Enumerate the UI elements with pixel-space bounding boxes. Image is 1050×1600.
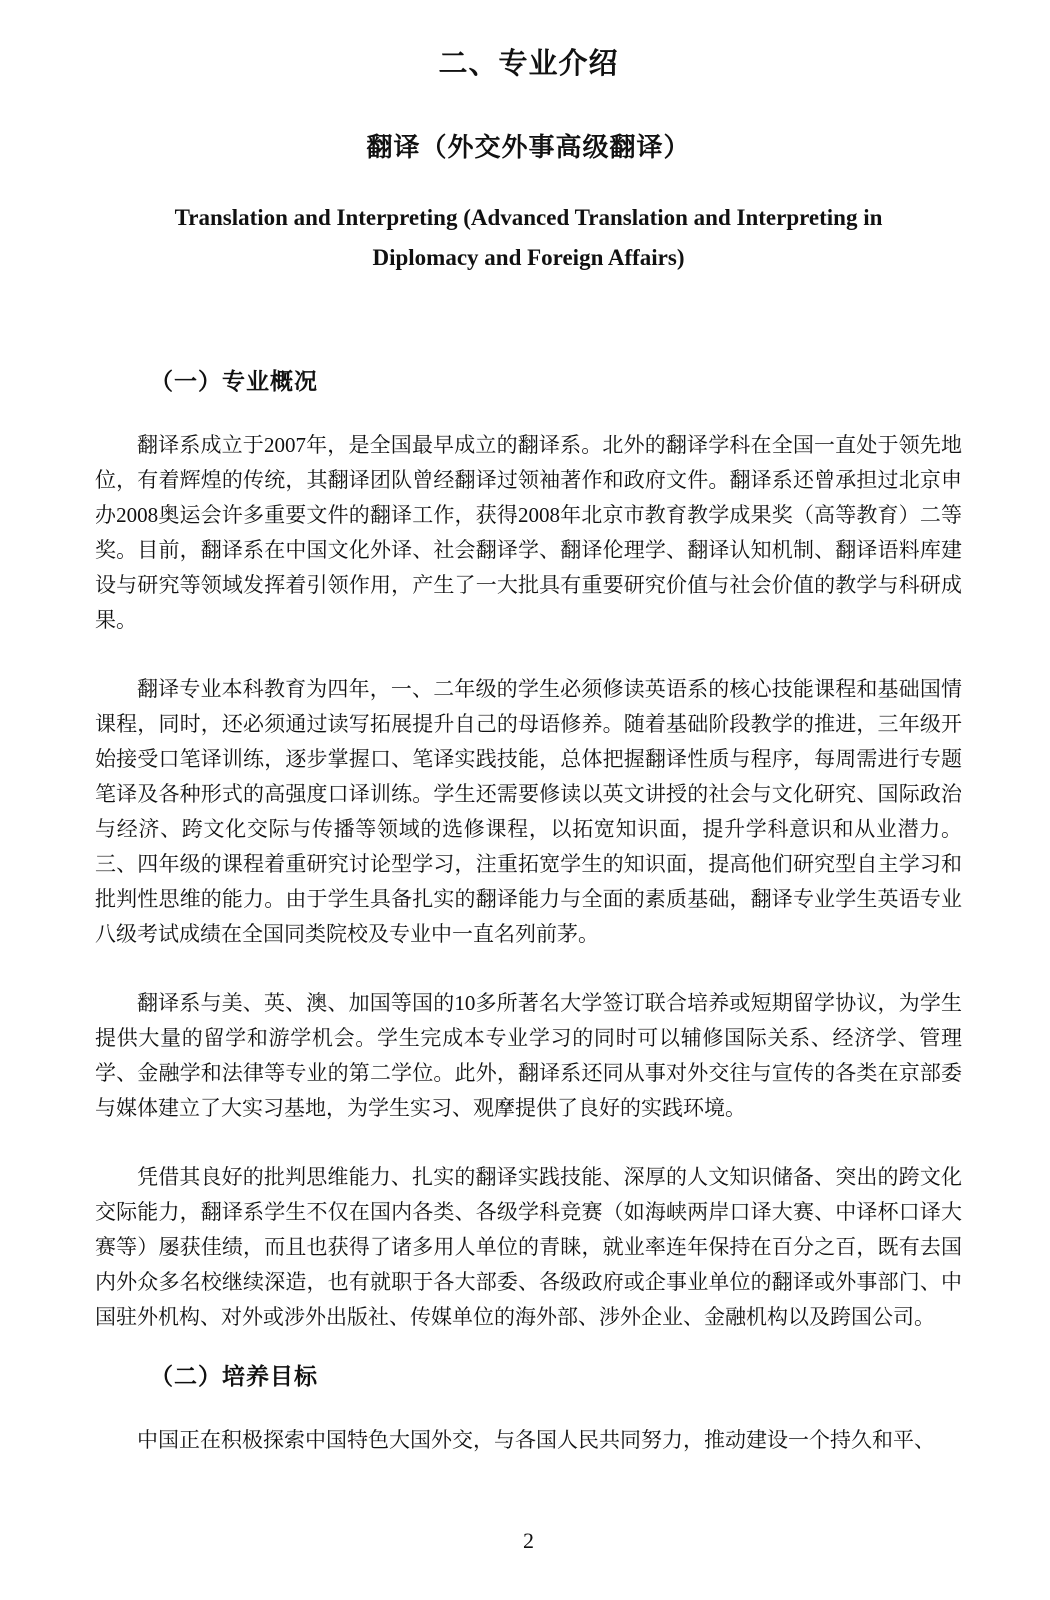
training-objectives-paragraph-1: 中国正在积极探索中国特色大国外交，与各国人民共同努力，推动建设一个持久和平、 — [137, 1428, 935, 1452]
major-title-chinese: 翻译（外交外事高级翻译） — [366, 132, 691, 162]
section-heading-training-objectives: （二）培养目标 — [150, 1363, 318, 1389]
overview-paragraph-3: 翻译系与美、英、澳、加国等国的10多所著名大学签订联合培养或短期留学协议，为学生提供大量的留学和游学机会。学生完成本专业学习的同时可以辅修国际关系、经济学、管理学、金融学和法律等专业的第二学位。此外，翻译系还同从事对外交往与宣传的各类在京部委与媒体建立了大实习基地，为学生实习、观摩提供了良好的实践环境。 — [95, 991, 962, 1120]
page-number: 2 — [523, 1528, 534, 1553]
major-title-english — [95, 198, 962, 278]
section-training-objectives — [95, 1363, 962, 1458]
section-heading-overview: （一）专业概况 — [150, 368, 318, 394]
overview-paragraph-1: 翻译系成立于2007年，是全国最早成立的翻译系。北外的翻译学科在全国一直处于领先地位，有着辉煌的传统，其翻译团队曾经翻译过领袖著作和政府文件。翻译系还曾承担过北京申办2008奥运会许多重要文件的翻译工作，获得2008年北京市教育教学成果奖（高等教育）二等奖。目前，翻译系在中国文化外译、社会翻译学、翻译伦理学、翻译认知机制、翻译语料库建设与研究等领域发挥着引领作用，产生了一大批具有重要研究价值与社会价值的教学与科研成果。 — [95, 433, 962, 632]
overview-paragraph-4: 凭借其良好的批判思维能力、扎实的翻译实践技能、深厚的人文知识储备、突出的跨文化交际能力，翻译系学生不仅在国内各类、各级学科竞赛（如海峡两岸口译大赛、中译杯口译大赛等）屡获佳绩，而且也获得了诸多用人单位的青睐，就业率连年保持在百分之百，既有去国内外众多名校继续深造，也有就职于各大部委、各级政府或企事业单位的翻译或外事部门、中国驻外机构、对外或涉外出版社、传媒单位的海外部、涉外企业、金融机构以及跨国公司。 — [95, 1165, 962, 1329]
section-overview — [95, 368, 962, 1335]
page-title: 二、专业介绍 — [438, 48, 619, 80]
major-title-english-line2: Diplomacy and Foreign Affairs) — [372, 245, 685, 270]
major-title-english-line1: Translation and Interpreting (Advanced Translation and Interpreting in — [174, 205, 883, 230]
overview-paragraph-2: 翻译专业本科教育为四年，一、二年级的学生必须修读英语系的核心技能课程和基础国情课程，同时，还必须通过读写拓展提升自己的母语修养。随着基础阶段教学的推进，三年级开始接受口笔译训练，逐步掌握口、笔译实践技能，总体把握翻译性质与程序，每周需进行专题笔译及各种形式的高强度口译训练。学生还需要修读以英文讲授的社会与文化研究、国际政治与经济、跨文化交际与传播等领域的选修课程，以拓宽知识面，提升学科意识和从业潜力。三、四年级的课程着重研究讨论型学习，注重拓宽学生的知识面，提高他们研究型自主学习和批判性思维的能力。由于学生具备扎实的翻译能力与全面的素质基础，翻译专业学生英语专业八级考试成绩在全国同类院校及专业中一直名列前茅。 — [95, 677, 962, 946]
